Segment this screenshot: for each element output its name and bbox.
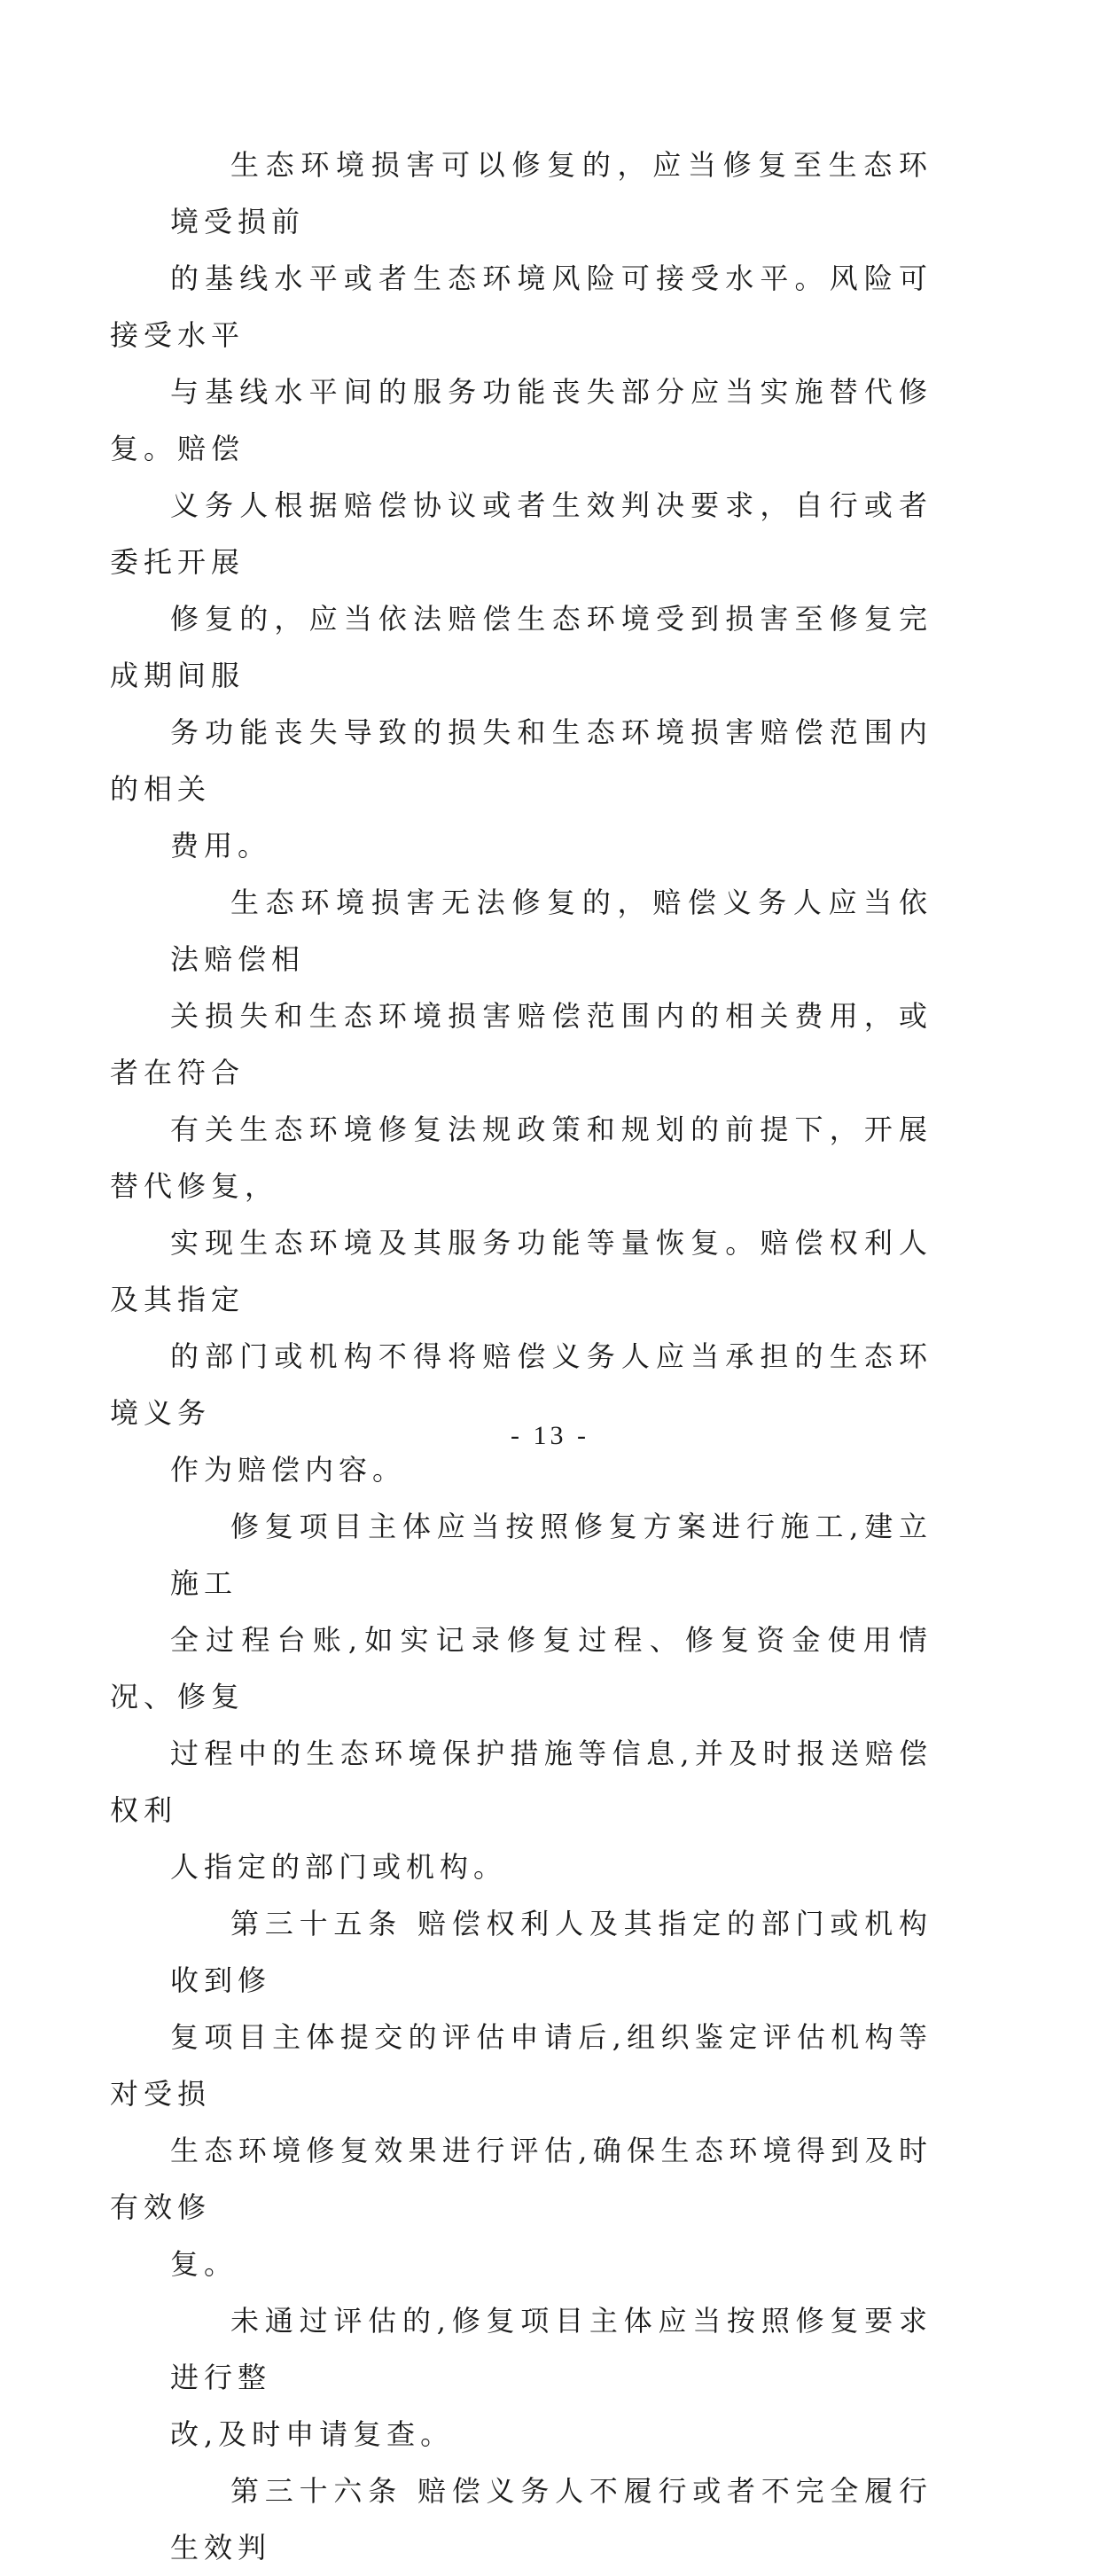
text-line: 修复项目主体应当按照修复方案进行施工,建立施工 — [170, 1510, 932, 1600]
text-line: 复项目主体提交的评估申请后,组织鉴定评估机构等对受损 — [110, 2020, 932, 2111]
text-line: 复。 — [170, 2247, 238, 2281]
text-line: 生态环境损害可以修复的，应当修复至生态环境受损前 — [170, 148, 932, 238]
text-line: 关损失和生态环境损害赔偿范围内的相关费用，或者在符合 — [110, 999, 932, 1089]
text-line: 的部门或机构不得将赔偿义务人应当承担的生态环境义务 — [110, 1339, 932, 1430]
text-line: 的基线水平或者生态环境风险可接受水平。风险可接受水平 — [110, 262, 932, 352]
text-line: 生态环境损害无法修复的，赔偿义务人应当依法赔偿相 — [170, 886, 932, 976]
text-line: 务功能丧失导致的损失和生态环境损害赔偿范围内的相关 — [110, 715, 932, 806]
paragraph-repairable-damage — [110, 137, 932, 874]
text-line: 全过程台账,如实记录修复过程、修复资金使用情况、修复 — [110, 1623, 932, 1713]
text-line: 改,及时申请复查。 — [170, 2417, 455, 2451]
paragraph-repair-construction — [110, 1498, 932, 1895]
page-number: - 13 - — [511, 1421, 589, 1450]
paragraph-article-35 — [110, 1895, 932, 2292]
text-line: 与基线水平间的服务功能丧失部分应当实施替代修复。赔偿 — [110, 375, 932, 465]
text-line: 人指定的部门或机构。 — [170, 1850, 508, 1884]
text-line: 义务人根据赔偿协议或者生效判决要求，自行或者委托开展 — [110, 488, 932, 579]
text-line: 生态环境修复效果进行评估,确保生态环境得到及时有效修 — [110, 2134, 932, 2224]
text-line: 未通过评估的,修复项目主体应当按照修复要求进行整 — [170, 2304, 932, 2394]
paragraph-article-36 — [170, 2463, 932, 2576]
text-line: 第三十五条 赔偿权利人及其指定的部门或机构收到修 — [170, 1907, 932, 1997]
text-line: 作为赔偿内容。 — [170, 1453, 407, 1487]
document-body — [110, 137, 932, 2576]
paragraph-irreparable-damage — [110, 874, 932, 1498]
text-line: 实现生态环境及其服务功能等量恢复。赔偿权利人及其指定 — [110, 1226, 932, 1316]
paragraph-failed-assessment — [170, 2292, 932, 2463]
text-line: 第三十六条 赔偿义务人不履行或者不完全履行生效判 — [170, 2474, 932, 2564]
text-line: 费用。 — [170, 829, 272, 863]
text-line: 过程中的生态环境保护措施等信息,并及时报送赔偿权利 — [110, 1737, 932, 1827]
text-line: 有关生态环境修复法规政策和规划的前提下，开展替代修复， — [110, 1112, 932, 1203]
text-line: 修复的，应当依法赔偿生态环境受到损害至修复完成期间服 — [110, 602, 932, 692]
